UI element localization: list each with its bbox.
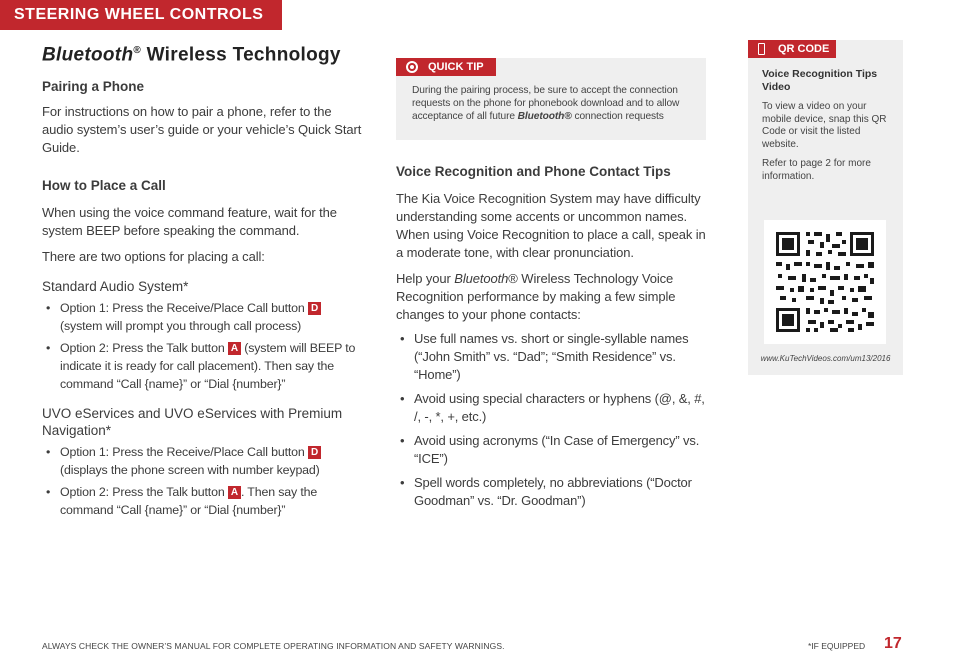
list-item: • Avoid using special characters or hyphens (@, &, #, /, -, *, +, etc.) [396,390,708,426]
list-item: • Option 2: Press the Talk button A (system will BEEP to indicate it is ready for call placement). Then say the command “Call {name}” or “Dial {number}” [42,339,362,393]
list-item: • Option 1: Press the Receive/Place Call button D (displays the phone screen with number keypad) [42,443,362,479]
voice-heading: Voice Recognition and Phone Contact Tips [396,164,671,179]
qr-url[interactable]: www.KuTechVideos.com/um13/2016 [760,354,891,363]
target-icon [406,61,418,73]
list-item: • Option 2: Press the Talk button A . Then say the command “Call {name}” or “Dial {number}” [42,483,362,519]
uvo-list [42,443,362,519]
button-a-badge: A [228,486,241,499]
phone-icon [758,43,765,55]
list-item: • Avoid using acronyms (“In Case of Emergency” vs. “ICE”) [396,432,708,468]
footer-if-equipped: *IF EQUIPPED [808,641,866,651]
qr-code-image[interactable] [764,220,886,344]
call-text-1: When using the voice command feature, wait for the system BEEP before speaking the command. [42,205,337,239]
title-bluetooth: Bluetooth [42,44,134,66]
button-d-badge: D [308,446,321,459]
qr-title: Voice Recognition Tips Video [762,68,878,93]
call-text-2: There are two options for placing a call: [42,249,265,265]
button-d-badge: D [308,302,321,315]
call-heading: How to Place a Call [42,178,166,194]
qr-text-2: Refer to page 2 for more information. [762,158,871,182]
page-number: 17 [884,635,902,652]
list-item: • Option 1: Press the Receive/Place Call button D (system will prompt you through call process) [42,299,362,335]
footer-disclaimer: ALWAYS CHECK THE OWNER’S MANUAL FOR COMPLETE OPERATING INFORMATION AND SAFETY WARNINGS. [42,641,505,651]
button-a-badge: A [228,342,241,355]
qr-code-graphic [764,220,886,344]
left-column [42,40,362,519]
quick-tip-text: During the pairing process, be sure to accept the connection requests on the phone for phonebook download and to allow acceptance of all future Bluetooth® connection requests [412,85,680,122]
uvo-heading: UVO eServices and UVO eServices with Premium Navigation* [42,406,343,439]
standard-heading: Standard Audio System* [42,279,189,295]
voice-para-1: The Kia Voice Recognition System may have difficulty understanding some accents or uncommon names. When using Voice Recognition to place a call, speak in a moderate tone, with clear pronunciation. [396,191,706,260]
page-title [42,40,362,66]
section-header [0,0,282,30]
qr-code-label: QR CODE [748,40,836,58]
pairing-text: For instructions on how to pair a phone, refer to the audio system’s user’s guide or your vehicle’s Quick Start Guide. [42,104,362,156]
voice-tips-list [396,330,708,510]
title-rest: Wireless Technology [141,44,341,66]
quick-tip-label: QUICK TIP [396,58,496,76]
title-reg-mark: ® [133,45,142,56]
voice-para-2: Help your Bluetooth® Wireless Technology Voice Recognition performance by making a few simple changes to your phone contacts: [396,271,676,322]
voice-tips-section [396,163,708,510]
pairing-heading: Pairing a Phone [42,79,145,95]
list-item: • Spell words completely, no abbreviations (“Doctor Goodman” vs. “Dr. Goodman”) [396,474,708,510]
standard-list [42,299,362,393]
qr-text-1: To view a video on your mobile device, snap this QR Code or visit the listed website. [762,101,887,150]
list-item: • Use full names vs. short or single-syllable names (“John Smith” vs. “Dad”; “Smith Residence” vs. “Home”) [396,330,708,384]
section-title: STEERING WHEEL CONTROLS [14,6,264,23]
qr-description [762,68,892,183]
